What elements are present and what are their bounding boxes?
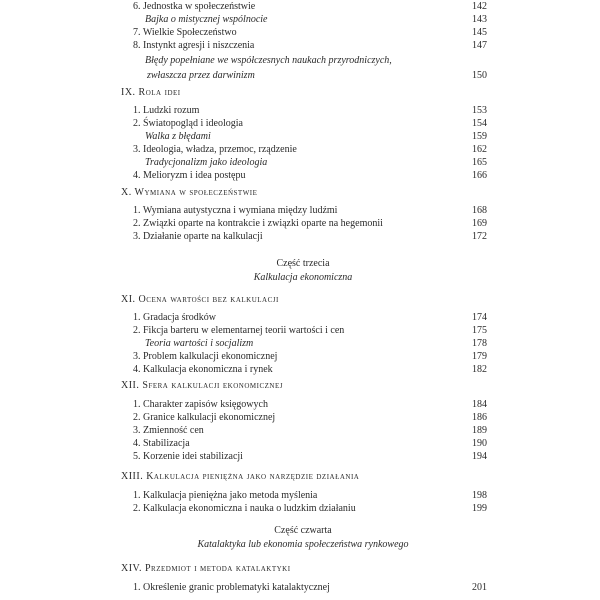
toc-subentry: Błędy popełniane we współczesnych naukach przyrodniczych, xyxy=(145,55,392,66)
page-number: 189 xyxy=(472,425,487,436)
part-label: Część trzecia xyxy=(276,258,330,269)
page-number: 162 xyxy=(472,144,487,155)
toc-entry: 3. Ideologia, władza, przemoc, rządzenie 162 xyxy=(133,144,487,155)
chapter-10 xyxy=(119,186,487,243)
toc-entry: 1. Określenie granic problematyki katalaktycznej 201 xyxy=(133,582,487,593)
toc-entry: 1. Wymiana autystyczna i wymiana między ludźmi 168 xyxy=(133,205,487,216)
page-number: 199 xyxy=(472,503,487,514)
page-number: 174 xyxy=(472,312,487,323)
toc-subentry: Tradycjonalizm jako ideologia 165 xyxy=(145,157,487,168)
page-number: 142 xyxy=(472,1,487,12)
chapter-11 xyxy=(119,293,487,376)
page-number: 147 xyxy=(472,40,487,51)
chapter-heading: XIII. Kalkulacja pieniężna jako narzędzie działania xyxy=(121,471,360,482)
page-number: 165 xyxy=(472,157,487,168)
page-number: 153 xyxy=(472,105,487,116)
page-number: 172 xyxy=(472,231,487,242)
toc-entry: 1. Gradacja środków 174 xyxy=(133,312,487,323)
toc-entry: 4. Kalkulacja ekonomiczna i rynek 182 xyxy=(133,364,487,375)
page-number: 145 xyxy=(472,27,487,38)
chapter-heading: XIV. Przedmiot i metoda katalaktyki xyxy=(121,563,291,574)
chapter-9 xyxy=(119,86,487,182)
page-number: 169 xyxy=(472,218,487,229)
toc-entry: 3. Zmienność cen 189 xyxy=(133,425,487,436)
page-number: 166 xyxy=(472,170,487,181)
page-number: 194 xyxy=(472,451,487,462)
page-number: 150 xyxy=(472,70,487,81)
page-number: 184 xyxy=(472,399,487,410)
chapter-heading: X. Wymiana w społeczeństwie xyxy=(121,187,258,198)
page-number: 168 xyxy=(472,205,487,216)
page-number: 175 xyxy=(472,325,487,336)
toc-subentry: Walka z błędami 159 xyxy=(145,131,487,142)
page-number: 186 xyxy=(472,412,487,423)
chapter-heading: XII. Sfera kalkulacji ekonomicznej xyxy=(121,380,283,391)
page-number: 143 xyxy=(472,14,487,25)
toc-entry: 5. Korzenie idei stabilizacji 194 xyxy=(133,451,487,462)
page-number: 190 xyxy=(472,438,487,449)
part-3-heading xyxy=(119,257,487,285)
toc-entry: 3. Problem kalkulacji ekonomicznej 179 xyxy=(133,351,487,362)
toc-entry: 1. Charakter zapisów księgowych 184 xyxy=(133,399,487,410)
toc-entry: 2. Związki oparte na kontrakcie i związki oparte na hegemonii 169 xyxy=(133,218,487,229)
page-number: 198 xyxy=(472,490,487,501)
chapter-13 xyxy=(119,470,487,515)
toc-entry: 2. Granice kalkulacji ekonomicznej 186 xyxy=(133,412,487,423)
toc-entry: 3. Działanie oparte na kalkulacji 172 xyxy=(133,231,487,242)
page-number: 179 xyxy=(472,351,487,362)
toc-entry: 8. Instynkt agresji i niszczenia 147 xyxy=(133,40,487,51)
toc-entry: 1. Kalkulacja pieniężna jako metoda myślenia 198 xyxy=(133,490,487,501)
chapter-heading: IX. Rola idei xyxy=(121,87,181,98)
part-label: Część czwarta xyxy=(274,525,332,536)
page-number: 178 xyxy=(472,338,487,349)
toc-entry: 4. Stabilizacja 190 xyxy=(133,438,487,449)
toc-subentry: Bajka o mistycznej wspólnocie 143 xyxy=(145,14,487,25)
toc-subentry: Teoria wartości i socjalizm 178 xyxy=(145,338,487,349)
toc-entry: 6. Jednostka w społeczeństwie 142 xyxy=(133,1,487,12)
toc-entry: 4. Melioryzm i idea postępu 166 xyxy=(133,170,487,181)
page-number: 154 xyxy=(472,118,487,129)
part-title: Katalaktyka lub ekonomia społeczeństwa rynkowego xyxy=(197,539,409,550)
toc-entry: 2. Kalkulacja ekonomiczna i nauka o ludzkim działaniu 199 xyxy=(133,503,487,514)
toc-entry: 1. Ludzki rozum 153 xyxy=(133,105,487,116)
part-4-heading xyxy=(119,524,487,552)
chapter-14 xyxy=(119,562,487,594)
chapter-12 xyxy=(119,379,487,463)
part-title: Kalkulacja ekonomiczna xyxy=(253,272,353,283)
page-number: 159 xyxy=(472,131,487,142)
toc-subentry: zwłaszcza przez darwinizm 150 xyxy=(147,70,487,81)
toc-entry: 7. Wielkie Społeczeństwo 145 xyxy=(133,27,487,38)
page-number: 182 xyxy=(472,364,487,375)
toc-entry: 2. Światopogląd i ideologia 154 xyxy=(133,118,487,129)
chapter-8-tail xyxy=(119,0,487,82)
toc-entry: 2. Fikcja barteru w elementarnej teorii wartości i cen 175 xyxy=(133,325,487,336)
chapter-heading: XI. Ocena wartości bez kalkulacji xyxy=(121,294,279,305)
page-number: 201 xyxy=(472,582,487,593)
